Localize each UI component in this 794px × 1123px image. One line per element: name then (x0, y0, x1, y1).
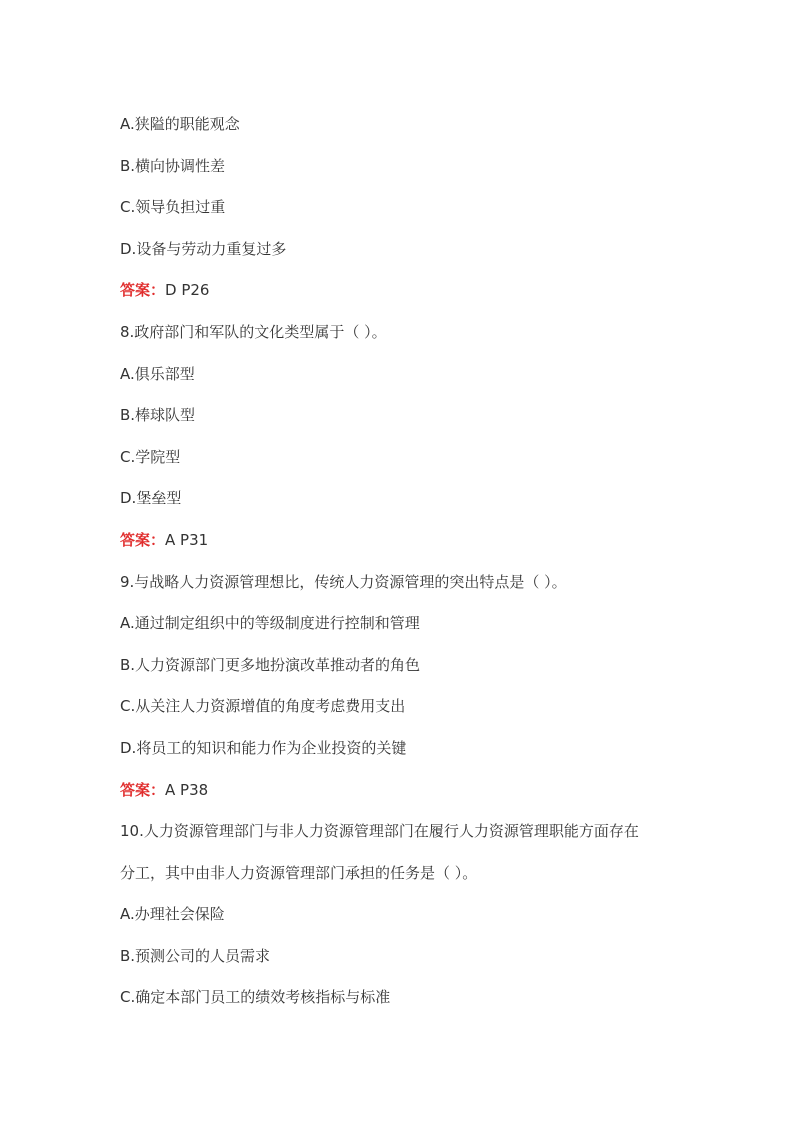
option-8b: B.棒球队型 (120, 406, 196, 425)
option-10a: A.办理社会保险 (120, 905, 225, 924)
answer-value: A P38 (165, 780, 209, 799)
option-7b: B.横向协调性差 (120, 156, 226, 175)
option-9a: A.通过制定组织中的等级制度进行控制和管理 (120, 614, 420, 633)
question-10-cont: 分工，其中由非人力资源管理部门承担的任务是（ ）。 (120, 863, 478, 882)
answer-7 (120, 270, 720, 312)
option-10b: B.预测公司的人员需求 (120, 946, 271, 965)
option-10c: C.确定本部门员工的绩效考核指标与标准 (120, 988, 391, 1007)
option-9c: C.从关注人力资源增值的角度考虑费用支出 (120, 697, 406, 716)
option-8d: D.堡垒型 (120, 489, 182, 508)
question-9: 9.与战略人力资源管理想比，传统人力资源管理的突出特点是（ ）。 (120, 572, 567, 591)
option-7c: C.领导负担过重 (120, 198, 226, 217)
answer-label: 答案： (120, 530, 166, 549)
option-9d: D.将员工的知识和能力作为企业投资的关键 (120, 738, 407, 757)
answer-label: 答案： (120, 780, 166, 799)
answer-value: A P31 (165, 530, 209, 549)
option-7a: A.狭隘的职能观念 (120, 115, 240, 133)
option-7d: D.设备与劳动力重复过多 (120, 239, 287, 258)
option-8a: A.俱乐部型 (120, 364, 195, 383)
answer-value: D P26 (165, 281, 210, 300)
answer-label: 答案： (120, 281, 166, 300)
option-9b: B.人力资源部门更多地扮演改革推动者的角色 (120, 655, 421, 674)
exam-content (120, 104, 720, 1019)
answer-9 (120, 770, 720, 812)
question-8: 8.政府部门和军队的文化类型属于（ ）。 (120, 322, 387, 341)
option-8c: C.学院型 (120, 447, 181, 466)
question-10: 10.人力资源管理部门与非人力资源管理部门在履行人力资源管理职能方面存在 (120, 822, 639, 841)
answer-8 (120, 520, 720, 562)
